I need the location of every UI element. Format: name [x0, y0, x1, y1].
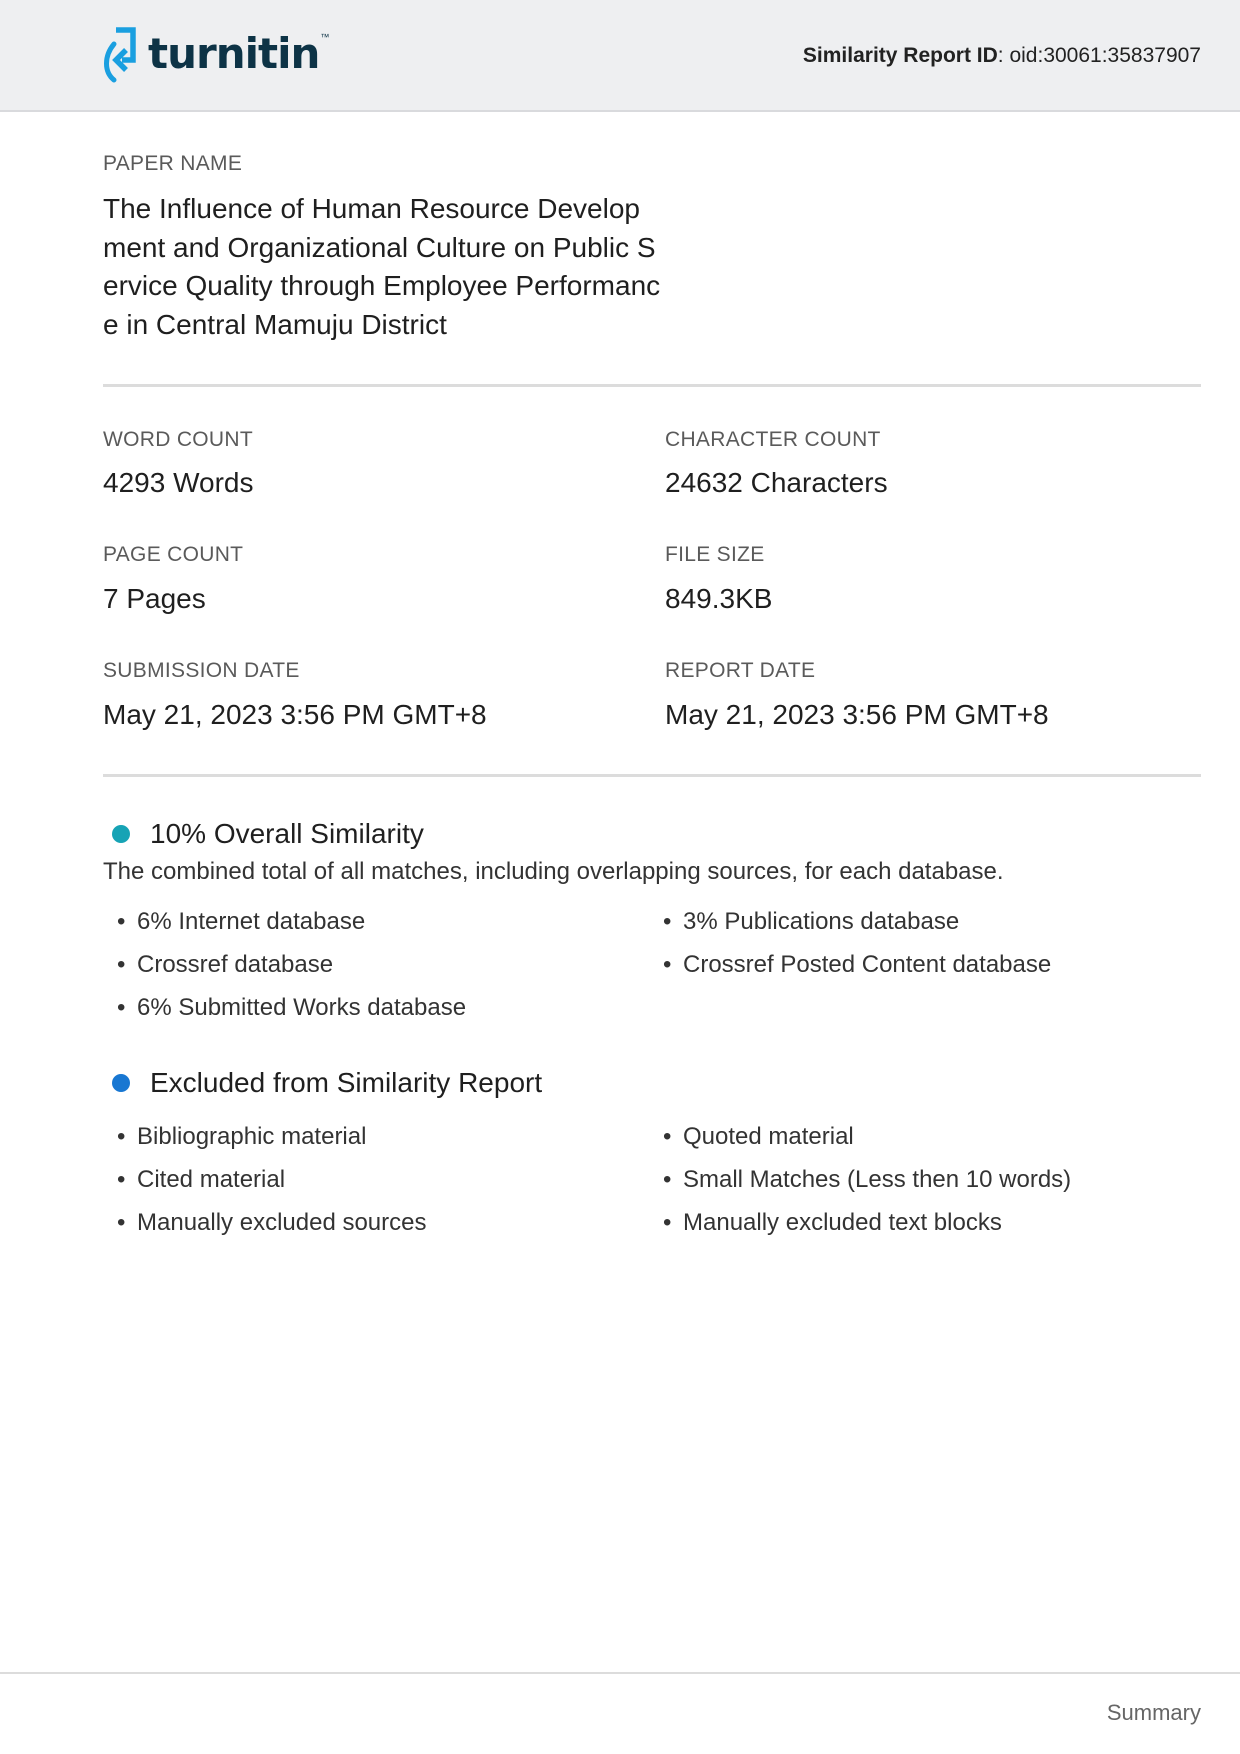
excluded-heading — [112, 1067, 542, 1099]
list-item: • Manually excluded text blocks — [663, 1209, 1002, 1236]
divider — [103, 774, 1201, 777]
page-count-value: 7 Pages — [103, 583, 206, 614]
file-size-value: 849.3KB — [665, 583, 773, 614]
file-size-label: FILE SIZE — [665, 543, 765, 566]
report-id-label: Similarity Report ID — [802, 44, 998, 67]
page-count-label: PAGE COUNT — [103, 543, 244, 566]
word-count-value: 4293 Words — [103, 467, 254, 498]
list-item: • Manually excluded sources — [117, 1209, 427, 1236]
list-item: • 3% Publications database — [663, 908, 960, 935]
list-item: • 6% Submitted Works database — [117, 994, 467, 1021]
similarity-heading-text: 10% Overall Similarity — [150, 818, 424, 849]
report-header — [0, 0, 1240, 112]
submission-date-label: SUBMISSION DATE — [103, 659, 300, 682]
similarity-heading — [112, 818, 424, 850]
similarity-dot-icon — [112, 825, 130, 843]
divider — [103, 384, 1201, 387]
footer-divider — [0, 1672, 1240, 1674]
list-item: • 6% Internet database — [117, 908, 366, 935]
paper-name-label: PAPER NAME — [103, 152, 243, 175]
list-item: • Small Matches (Less then 10 words) — [663, 1166, 1072, 1193]
character-count-label: CHARACTER COUNT — [665, 428, 881, 451]
report-date-label: REPORT DATE — [665, 659, 816, 682]
list-item: • Crossref database — [117, 951, 334, 978]
report-id-value: : oid:30061:35837907 — [997, 44, 1201, 67]
footer-summary-label: Summary — [1106, 1700, 1201, 1725]
turnitin-logo — [102, 24, 329, 84]
submission-date-value: May 21, 2023 3:56 PM GMT+8 — [103, 699, 487, 730]
logo-trademark: ™ — [320, 32, 330, 42]
report-id — [803, 44, 1201, 68]
report-date-value: May 21, 2023 3:56 PM GMT+8 — [665, 699, 1049, 730]
character-count-value: 24632 Characters — [665, 467, 888, 498]
list-item: • Quoted material — [663, 1123, 854, 1150]
word-count-label: WORD COUNT — [103, 428, 253, 451]
list-item: • Cited material — [117, 1166, 286, 1193]
similarity-description: The combined total of all matches, including overlapping sources, for each database. — [103, 858, 1004, 885]
logo-wordmark: turnitin — [148, 29, 320, 78]
list-item: • Crossref Posted Content database — [663, 951, 1052, 978]
turnitin-mark-icon — [102, 24, 138, 84]
list-item: • Bibliographic material — [117, 1123, 367, 1150]
excluded-heading-text: Excluded from Similarity Report — [150, 1067, 543, 1098]
paper-title: The Influence of Human Resource Development and Organizational Culture on Public Service Quality through Employee Performance in Central Mamuju District — [103, 193, 661, 340]
excluded-dot-icon — [112, 1074, 130, 1092]
